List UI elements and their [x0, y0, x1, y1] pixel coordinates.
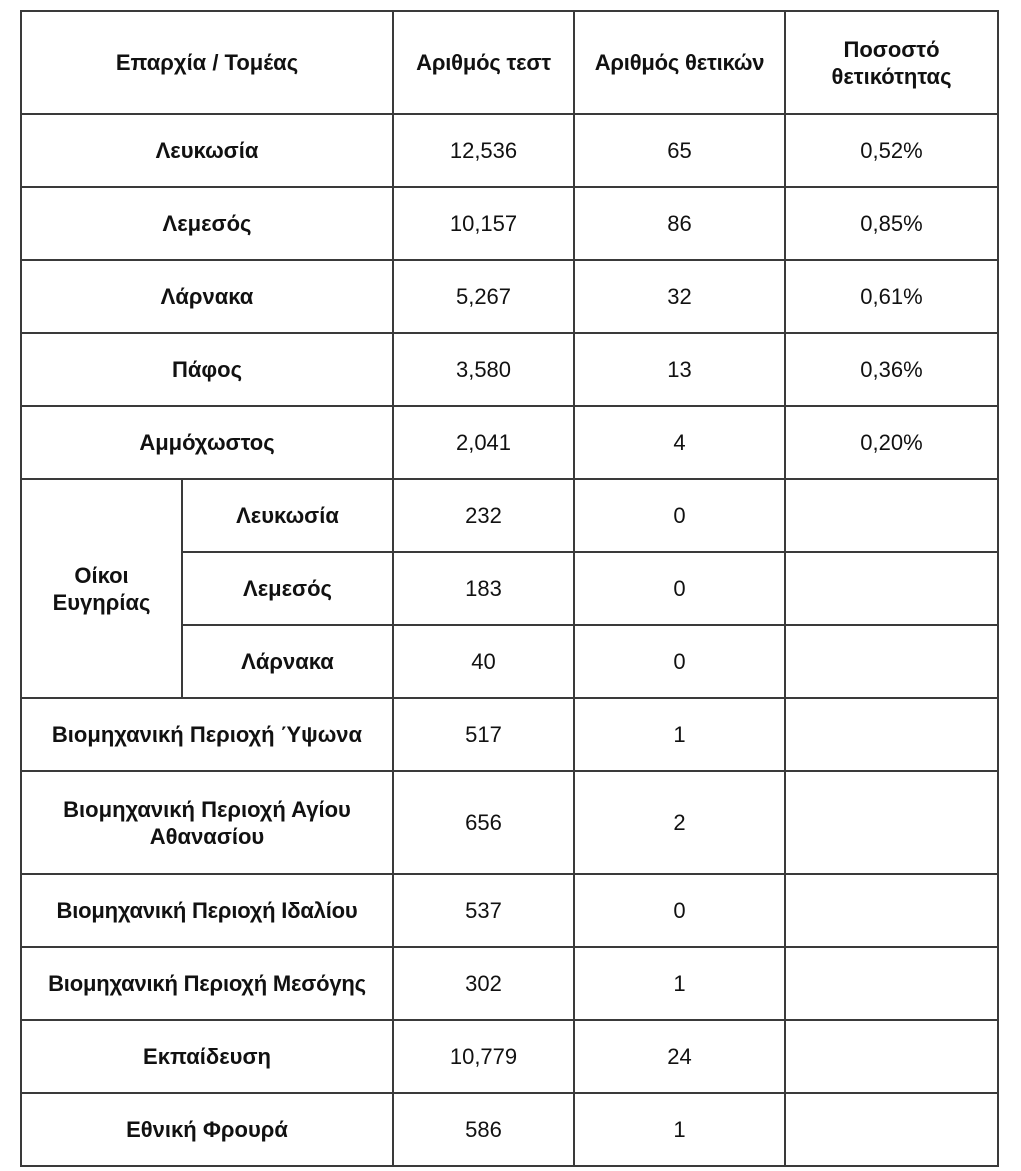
tests-cell: 302 — [393, 947, 574, 1020]
rate-cell — [785, 552, 998, 625]
row-label: Λευκωσία — [182, 479, 393, 552]
rate-cell — [785, 771, 998, 874]
positives-cell: 0 — [574, 625, 785, 698]
care-homes-group-label — [21, 479, 182, 698]
header-row — [21, 11, 998, 114]
tests-cell: 586 — [393, 1093, 574, 1166]
positives-cell: 1 — [574, 698, 785, 771]
table-row — [21, 479, 998, 552]
rate-cell — [785, 1020, 998, 1093]
positives-cell: 24 — [574, 1020, 785, 1093]
row-label: Λάρνακα — [21, 260, 393, 333]
row-label: Βιομηχανική Περιοχή Ιδαλίου — [21, 874, 393, 947]
tests-cell: 10,157 — [393, 187, 574, 260]
rate-cell — [785, 479, 998, 552]
tests-cell: 656 — [393, 771, 574, 874]
tests-cell: 517 — [393, 698, 574, 771]
rate-cell — [785, 698, 998, 771]
tests-cell: 537 — [393, 874, 574, 947]
header-region: Επαρχία / Τομέας — [21, 11, 393, 114]
row-label: Λάρνακα — [182, 625, 393, 698]
table-row — [21, 333, 998, 406]
rate-cell: 0,36% — [785, 333, 998, 406]
table-container — [20, 10, 999, 1167]
header-positives: Αριθμός θετικών — [574, 11, 785, 114]
table-row — [21, 771, 998, 874]
header-rate — [785, 11, 998, 114]
rate-cell: 0,61% — [785, 260, 998, 333]
table-row — [21, 406, 998, 479]
positives-cell: 65 — [574, 114, 785, 187]
row-label: Λεμεσός — [182, 552, 393, 625]
test-results-table — [20, 10, 999, 1167]
row-label: Αμμόχωστος — [21, 406, 393, 479]
table-row — [21, 1020, 998, 1093]
tests-cell: 183 — [393, 552, 574, 625]
table-row — [21, 1093, 998, 1166]
row-label: Λευκωσία — [21, 114, 393, 187]
row-label: Εθνική Φρουρά — [21, 1093, 393, 1166]
tests-cell: 2,041 — [393, 406, 574, 479]
row-label-text: Βιομηχανική Περιοχή Αγίου Αθανασίου — [63, 796, 351, 849]
positives-cell: 4 — [574, 406, 785, 479]
tests-cell: 40 — [393, 625, 574, 698]
table-row — [21, 187, 998, 260]
tests-cell: 5,267 — [393, 260, 574, 333]
header-rate-text: Ποσοστό θετικότητας — [831, 36, 952, 89]
table-row — [21, 874, 998, 947]
table-row — [21, 260, 998, 333]
rate-cell: 0,85% — [785, 187, 998, 260]
rate-cell: 0,20% — [785, 406, 998, 479]
tests-cell: 3,580 — [393, 333, 574, 406]
table-row — [21, 698, 998, 771]
positives-cell: 0 — [574, 479, 785, 552]
positives-cell: 0 — [574, 552, 785, 625]
rate-cell — [785, 625, 998, 698]
care-homes-group-text: Οίκοι Ευγηρίας — [52, 562, 151, 615]
rate-cell — [785, 1093, 998, 1166]
rate-cell — [785, 947, 998, 1020]
positives-cell: 1 — [574, 1093, 785, 1166]
table-row — [21, 114, 998, 187]
positives-cell: 86 — [574, 187, 785, 260]
rate-cell — [785, 874, 998, 947]
row-label: Λεμεσός — [21, 187, 393, 260]
positives-cell: 13 — [574, 333, 785, 406]
row-label — [21, 771, 393, 874]
header-tests: Αριθμός τεστ — [393, 11, 574, 114]
tests-cell: 232 — [393, 479, 574, 552]
tests-cell: 12,536 — [393, 114, 574, 187]
positives-cell: 32 — [574, 260, 785, 333]
positives-cell: 2 — [574, 771, 785, 874]
row-label: Βιομηχανική Περιοχή Μεσόγης — [21, 947, 393, 1020]
positives-cell: 0 — [574, 874, 785, 947]
table-row — [21, 947, 998, 1020]
row-label: Εκπαίδευση — [21, 1020, 393, 1093]
tests-cell: 10,779 — [393, 1020, 574, 1093]
row-label: Πάφος — [21, 333, 393, 406]
rate-cell: 0,52% — [785, 114, 998, 187]
row-label: Βιομηχανική Περιοχή Ύψωνα — [21, 698, 393, 771]
positives-cell: 1 — [574, 947, 785, 1020]
